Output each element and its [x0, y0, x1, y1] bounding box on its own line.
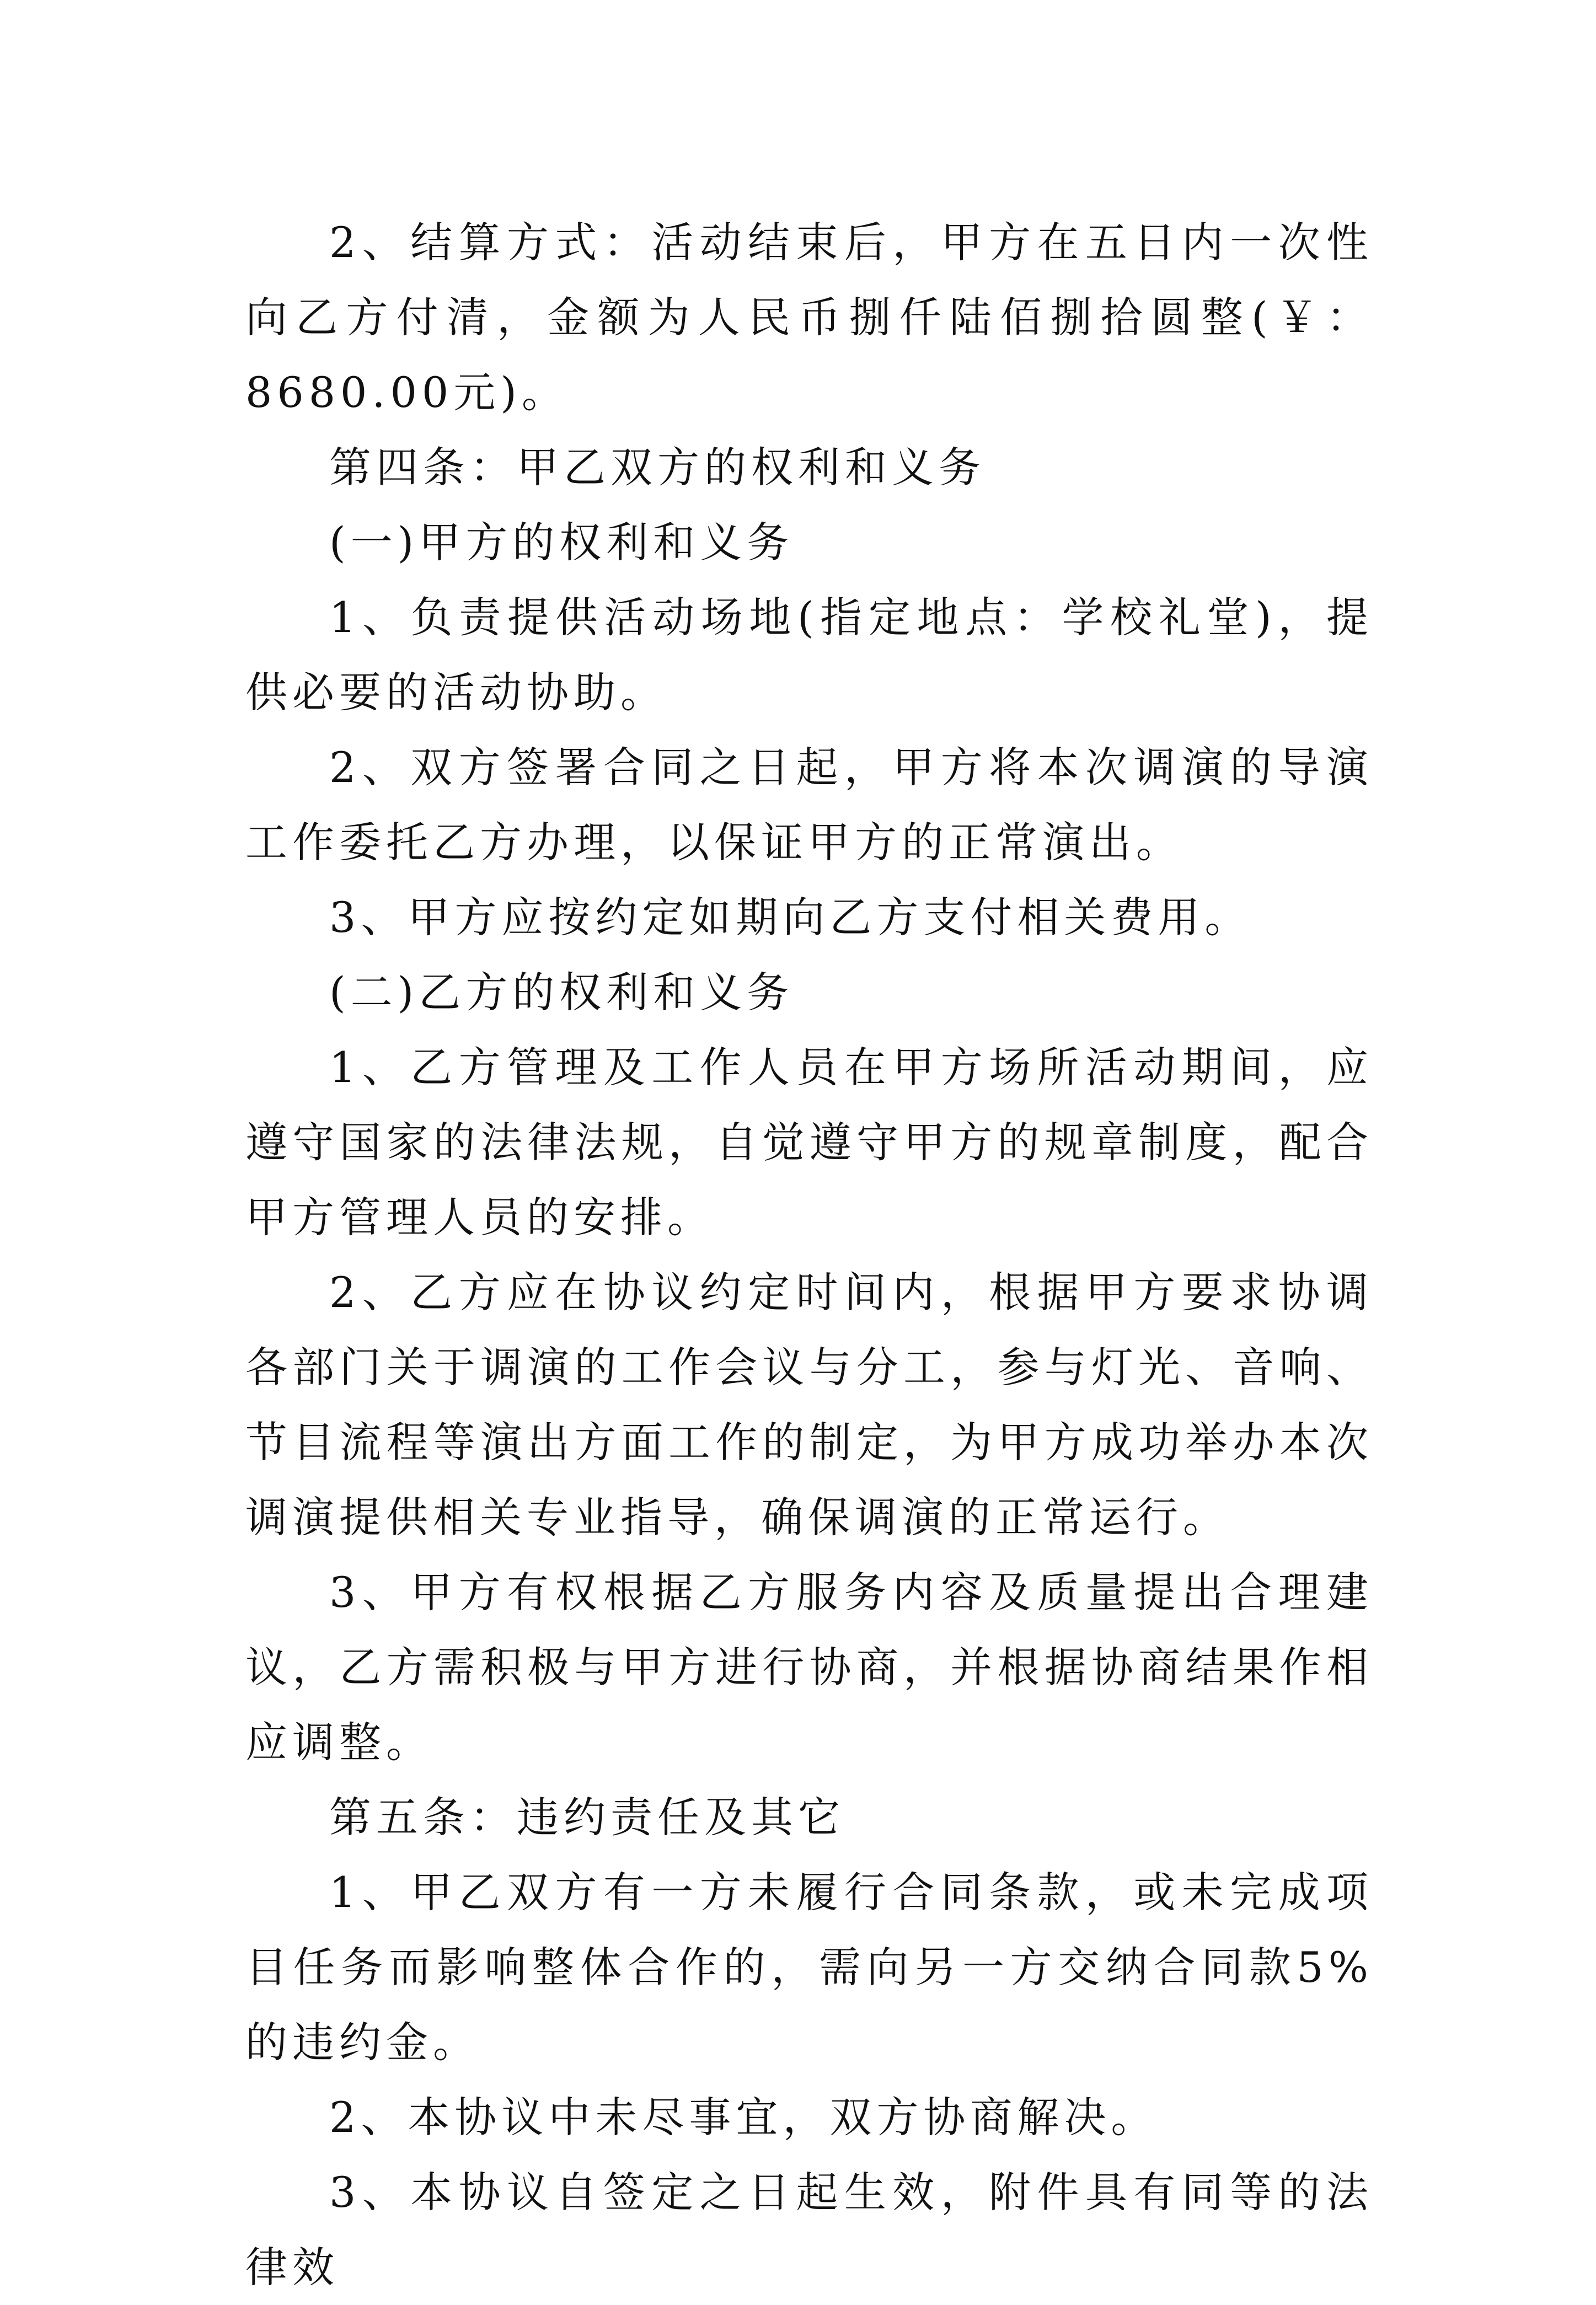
breach-clause-1: 1、甲乙双方有一方未履行合同条款，或未完成项目任务而影响整体合作的，需向另一方交纳合同款5%的违约金。	[245, 1868, 1373, 2067]
party-a-clause-2: 2、双方签署合同之日起，甲方将本次调演的导演工作委托乙方办理，以保证甲方的正常演出。	[245, 743, 1373, 867]
party-b-clause-2: 2、乙方应在协议约定时间内，根据甲方要求协调各部门关于调演的工作会议与分工，参与灯光、音响、节目流程等演出方面工作的制定，为甲方成功举办本次调演提供相关专业指导，确保调演的正常运行。	[245, 1268, 1373, 1542]
article-four-heading: 第四条：甲乙双方的权利和义务	[329, 443, 986, 492]
party-b-clause-3: 3、甲方有权根据乙方服务内容及质量提出合理建议，乙方需积极与甲方进行协商，并根据协商结果作相应调整。	[245, 1568, 1373, 1767]
party-b-clause-1: 1、乙方管理及工作人员在甲方场所活动期间，应遵守国家的法律法规，自觉遵守甲方的规章制度，配合甲方管理人员的安排。	[245, 1043, 1373, 1242]
contract-body	[245, 205, 1373, 2305]
breach-clause-3: 3、本协议自签定之日起生效，附件具有同等的法律效	[245, 2168, 1373, 2292]
party-a-section-heading: (一)甲方的权利和义务	[329, 518, 794, 567]
article-five-heading: 第五条：违约责任及其它	[329, 1793, 845, 1842]
party-a-clause-3: 3、甲方应按约定如期向乙方支付相关费用。	[329, 893, 1252, 942]
breach-clause-2: 2、本协议中未尽事宜，双方协商解决。	[329, 2093, 1158, 2142]
party-a-clause-1: 1、负责提供活动场地(指定地点：学校礼堂)，提供必要的活动协助。	[245, 593, 1373, 717]
payment-method-paragraph: 2、结算方式：活动结束后，甲方在五日内一次性向乙方付清，金额为人民币捌仟陆佰捌拾圆整(￥：8680.00元)。	[245, 218, 1373, 417]
party-b-section-heading: (二)乙方的权利和义务	[329, 968, 794, 1017]
